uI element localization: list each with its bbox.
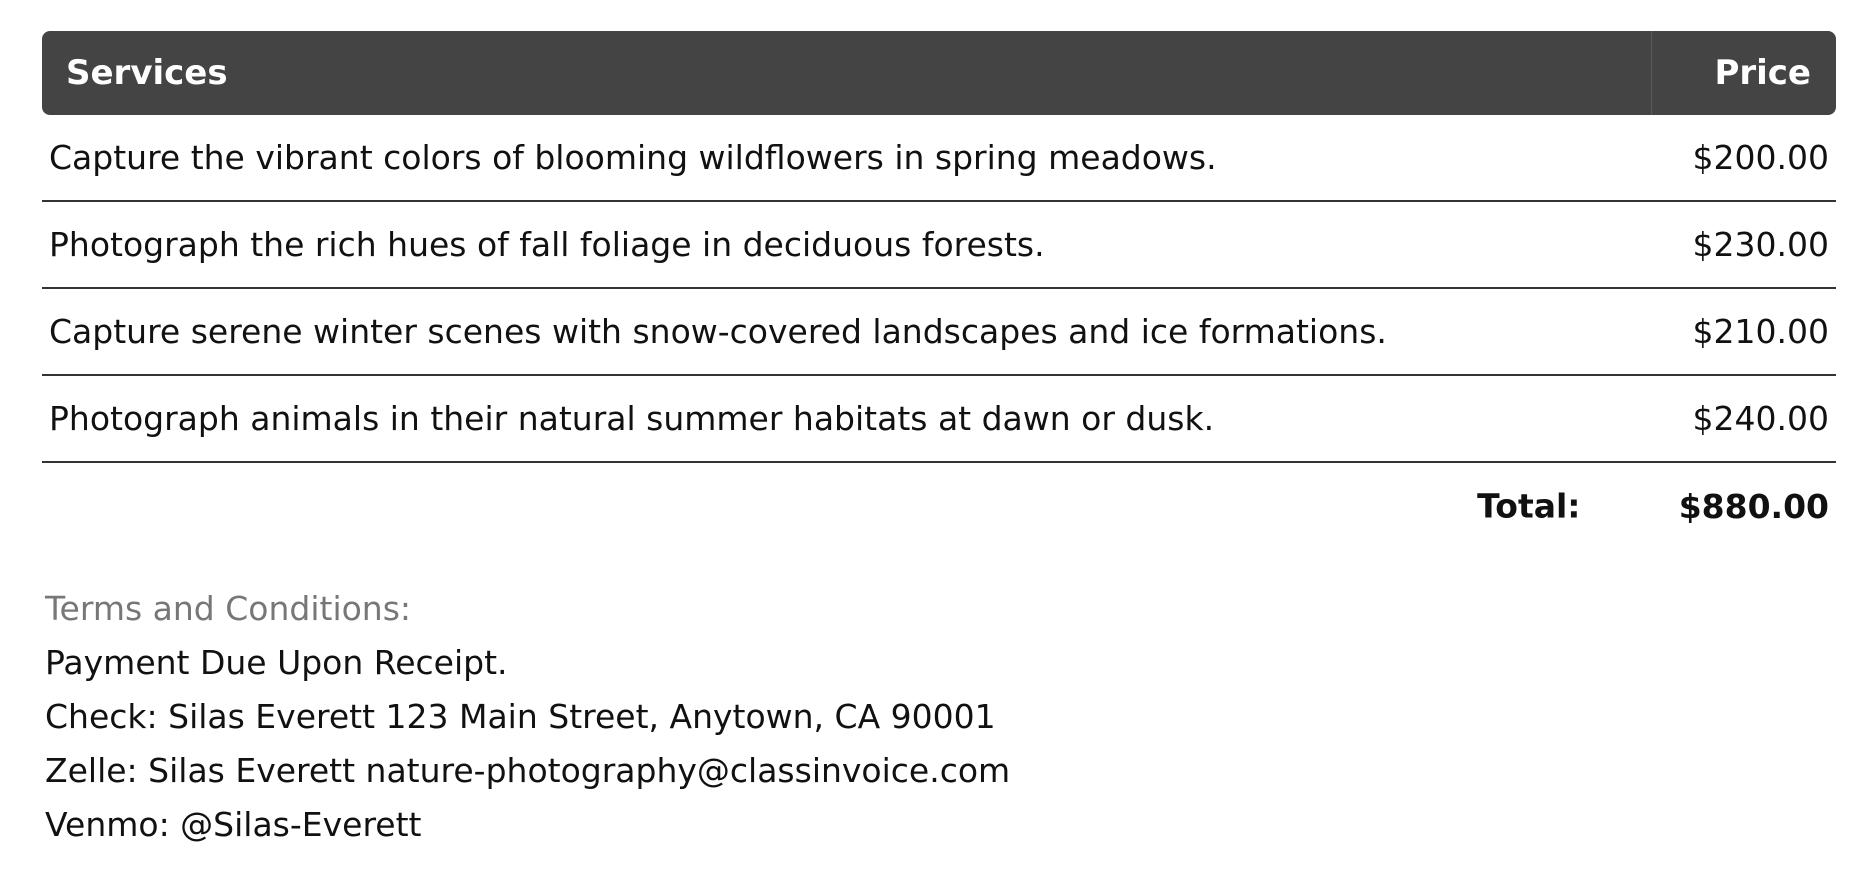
service-price: $240.00 [1652, 375, 1837, 462]
service-description: Capture serene winter scenes with snow-covered landscapes and ice formations. [42, 288, 1652, 375]
service-price: $200.00 [1652, 115, 1837, 201]
total-value: $880.00 [1678, 486, 1829, 526]
service-description: Photograph animals in their natural summer habitats at dawn or dusk. [42, 375, 1652, 462]
table-header-row [42, 31, 1836, 115]
zelle-payment-line: Zelle: Silas Everett nature-photography@classinvoice.com [45, 751, 1011, 790]
table-row [42, 115, 1836, 201]
table-row [42, 288, 1836, 375]
total-row [42, 462, 1836, 549]
check-payment-line: Check: Silas Everett 123 Main Street, Anytown, CA 90001 [45, 697, 996, 736]
service-description: Capture the vibrant colors of blooming wildflowers in spring meadows. [42, 115, 1652, 201]
total-label: Total: [1477, 486, 1581, 526]
service-price: $230.00 [1652, 201, 1837, 288]
price-column-header: Price [1652, 31, 1837, 115]
total-label-cell [42, 462, 1652, 549]
services-table [42, 31, 1836, 549]
payment-terms-line: Payment Due Upon Receipt. [45, 643, 508, 682]
service-price: $210.00 [1652, 288, 1837, 375]
service-description: Photograph the rich hues of fall foliage in deciduous forests. [42, 201, 1652, 288]
table-row [42, 375, 1836, 462]
terms-section [45, 582, 1010, 852]
venmo-payment-line: Venmo: @Silas-Everett [45, 805, 422, 844]
services-column-header: Services [42, 31, 1652, 115]
terms-title: Terms and Conditions: [45, 589, 412, 628]
table-row [42, 201, 1836, 288]
